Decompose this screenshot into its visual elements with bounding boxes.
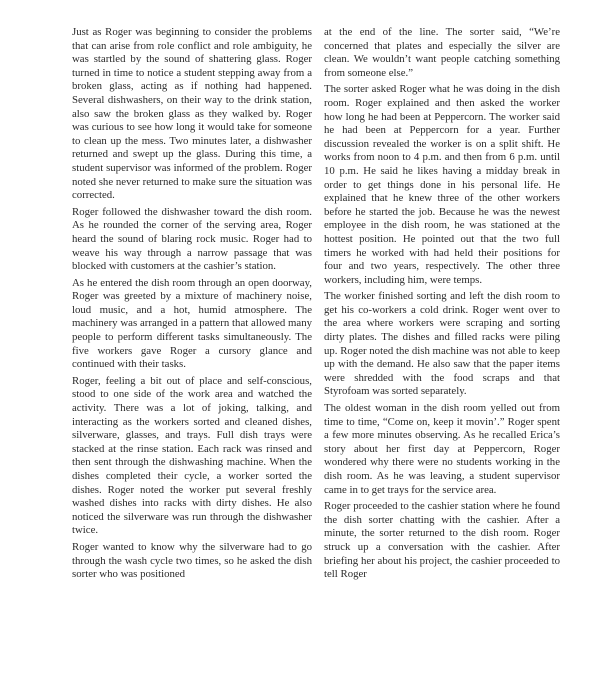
left-column — [72, 26, 312, 585]
paragraph: at the end of the line. The sorter said, “We’re concerned that plates and especially the silver are clean. We wouldn’t want people catching something from someone else.” — [324, 26, 560, 79]
paragraph: Just as Roger was beginning to consider the problems that can arise from role conflict and role ambiguity, he was startled by the sound of shattering glass. Roger turned in time to notice a student stepping away from a broken glass, acting as if nothing had happened. Several dishwashers, on their way to the drink station, also saw the broken glass as they walked by. Roger was curious to see how long it would take for someone to clean up the mess. Two minutes later, a dishwasher returned and swept up the glass. During this time, a student supervisor was informed of the problem. Roger noted she never returned to make sure the situation was corrected. — [72, 26, 312, 202]
paragraph: Roger wanted to know why the silverware had to go through the wash cycle two times, so he asked the dish sorter who was positioned — [72, 540, 312, 581]
paragraph: Roger, feeling a bit out of place and self-conscious, stood to one side of the work area and watched the activity. There was a lot of joking, talking, and interacting as the workers sorted and cleaned dishes, silverware, glasses, and trays. Full dish trays were stacked at the rinse station. Each rack was rinsed and then sent through the dishwashing machine. When the dishes completed their cycle, a worker sorted the dishes. Roger noted the worker put several freshly washed dishes into racks with dirty dishes. He also noticed the silverware was run through the dishwasher twice. — [72, 374, 312, 537]
paragraph: As he entered the dish room through an open doorway, Roger was greeted by a mixture of machinery noise, loud music, and a hot, humid atmosphere. The machinery was arranged in a pattern that allowed many people to perform different tasks simultaneously. The five workers gave Roger a cursory glance and continued with their tasks. — [72, 276, 312, 371]
right-column — [324, 26, 560, 585]
paragraph: Roger proceeded to the cashier station where he found the dish sorter chatting with the cashier. After a minute, the sorter returned to the dish room. Roger struck up a conversation with the cashier. After briefing her about his project, the cashier proceeded to tell Roger — [324, 500, 560, 581]
paragraph: The sorter asked Roger what he was doing in the dish room. Roger explained and then asked the worker how long he had been at Peppercorn. The worker said he had been at Peppercorn for a year. Further discussion revealed the worker is on a split shift. He works from noon to 4 p.m. and then from 6 p.m. until 10 p.m. He said he likes having a midday break in order to get things done in his personal life. He explained that he knew three of the other workers before he started the job. Because he was the newest employee in the dish room, he was stationed at the hottest position. He pointed out that the two full timers he worked with had held their positions for four and two years, respectively. The other three workers, including him, were temps. — [324, 83, 560, 286]
paragraph: The oldest woman in the dish room yelled out from time to time, “Come on, keep it movin’.” Roger spent a few more minutes observing. As he recalled Erica’s story about her first day at Peppercorn, Roger wondered why there were no students working in the dish room. As he was leaving, a student supervisor came in to get trays for the service area. — [324, 402, 560, 496]
paragraph: The worker finished sorting and left the dish room to get his co-workers a cold drink. Roger went over to the area where workers were scraping and sorting dirty plates. The dishes and filled racks were piling up. Roger noted the dish machine was not able to keep up with the demand. He also saw that the paper items were shredded with the food scraps and that Styrofoam was sorted separately. — [324, 290, 560, 398]
paragraph: Roger followed the dishwasher toward the dish room. As he rounded the corner of the serving area, Roger heard the sound of blaring rock music. Roger had to weave his way through a narrow passage that was blocked with customers at the cashier’s station. — [72, 205, 312, 273]
